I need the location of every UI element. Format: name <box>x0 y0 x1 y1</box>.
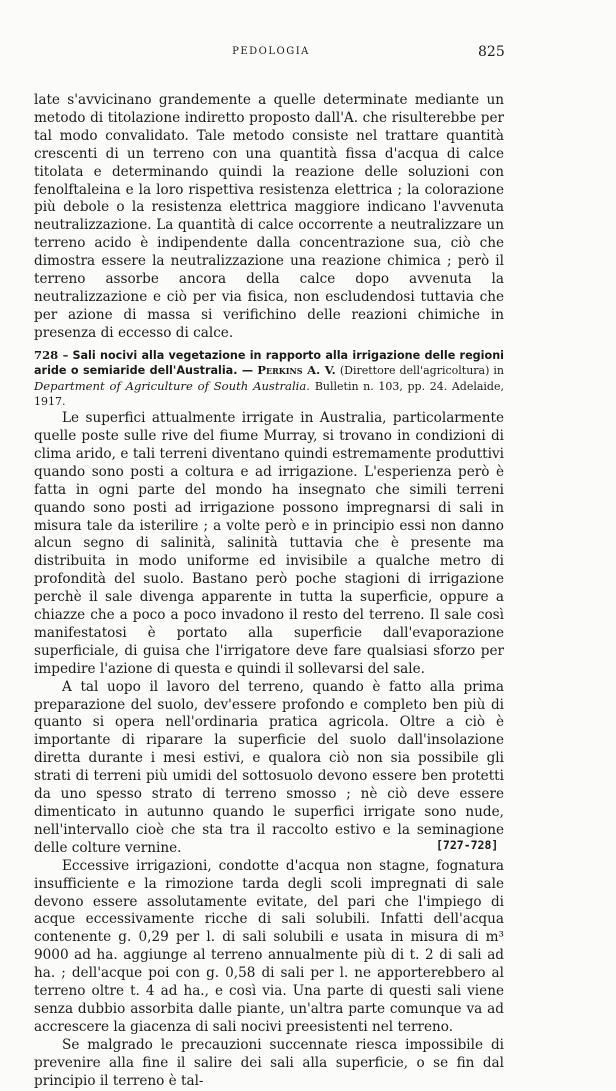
entry-author: Perkins A. V. <box>257 363 336 378</box>
page-number: 825 <box>478 44 505 60</box>
entry-number: 728 – <box>34 347 69 362</box>
entry-range-reference: [727-728] <box>436 838 499 852</box>
entry-paragraph: Eccessive irrigazioni, condotte d'acqua non stagne, fognatura insufficiente e la rimozione tarda degli scoli impregnati di sale devono essere assolutamente evitate, del pari che l'impiego di acque eccessivamente ricche di sali solubili. Infatti dell'acqua contenente g. 0,29 per l. di sali solubili e usata in misura di m³ 9000 ad ha. aggiunge al terreno annualmente più di t. 2 di sali ad ha. ; dell'acque poi con g. 0,58 di sali per l. ne apporterebbero al terreno oltre t. 4 ad ha., e così via. Una parte di questi sali viene senza dubbio assorbita dalle piante, un'altra parte comunque va ad accrescere la giacenza di sali nocivi preesistenti nel terreno. <box>34 857 504 1035</box>
entry-detail: Bulletin n. 103, pp. 24. Adelaide, 1917. <box>34 379 504 409</box>
running-title: PEDOLOGIA <box>232 46 310 57</box>
entry-paragraph: Le superfici attualmente irrigate in Australia, particolarmente quelle poste sulle rive del fiume Murray, si trovano in condizioni di clima arido, e tali terreni diventano quindi estremamente produttivi quando sono posti a coltura e ad irrigazione. L'esperienza però è fatta in ogni parte del mondo ha insegnato che simili terreni quando sono posti ad irrigazione possono impregnarsi di sali in misura tale da isterilire ; a volte però e in principio essi non danno alcun segno di salinità, salinità tuttavia che è presente ma distribuita in modo uniforme ed invisibile a qualche metro di profondità del suolo. Bastano però poche stagioni di irrigazione perchè il sale divenga apparente in tutta la superficie, oppure a chiazze che a poco a poco invadono il resto del terreno. Il sale così manifestatosi è portato alla superficie dall'evaporazione superficiale, di guisa che l'irrigatore deve fare qualsiasi sforzo per impedire l'azione di questa e quindi il sollevarsi del sale. <box>34 410 504 677</box>
entry-journal: Department of Agriculture of South Australia. <box>34 378 310 393</box>
entry-title: Sali nocivi alla vegetazione in rapporto alla irrigazione delle regioni aride o semiaride dell'Australia. — <box>34 348 504 378</box>
entry-paragraph: Se malgrado le precauzioni succennate riesca impossibile di prevenire alla fine il salire dei sali alla superficie, o se fin dal principio il terreno è tal- <box>34 1036 504 1089</box>
entry-paragraph: A tal uopo il lavoro del terreno, quando è fatto alla prima preparazione del suolo, dev'essere profondo e completo ben più di quanto si opera nell'ordinaria pratica agricola. Oltre a ciò è importante di riparare la superficie del suolo dall'insolazione diretta durante i mesi estivi, e qualora ciò non sia possibile gli strati di terreni più umidi del sottosuolo devono essere ben protetti da uno spesso strato di terreno smosso ; nè ciò deve essere dimenticato in autunno quando le superfici irrigate sono nude, nell'intervallo cioè che sta tra il raccolto estivo e la seminagione delle colture vernine. <box>34 678 504 856</box>
entry-affiliation: (Direttore dell'agricoltura) in <box>339 364 505 378</box>
continued-paragraph: late s'avvicinano grandemente a quelle determinate mediante un metodo di titolazione indiretto proposto dall'A. che risulterebbe per tal modo convalidato. Tale metodo consiste nel trattare quantità crescenti di un terreno con una quantità fissa d'acqua di calce titolata e determinando quindi la reazione delle soluzioni con fenolftaleina e la loro rispettiva resistenza elettrica ; la colorazione più debole o la resistenza elettrica maggiore indicano l'avvenuta neutralizzazione. La quantità di calce occorrente a neutralizzare un terreno acido è indipendente dalla concentrazione sua, ciò che dimostra essere la neutralizzazione una reazione chimica ; però il terreno assorbe ancora della calce dopo avvenuta la neutralizzazione e ciò per via fisica, non escludendosi tuttavia che per azione di massa si verifichino delle reazioni chimiche in presenza di eccesso di calce. <box>34 92 504 341</box>
entry-heading <box>34 348 504 410</box>
page-body <box>34 92 504 1091</box>
